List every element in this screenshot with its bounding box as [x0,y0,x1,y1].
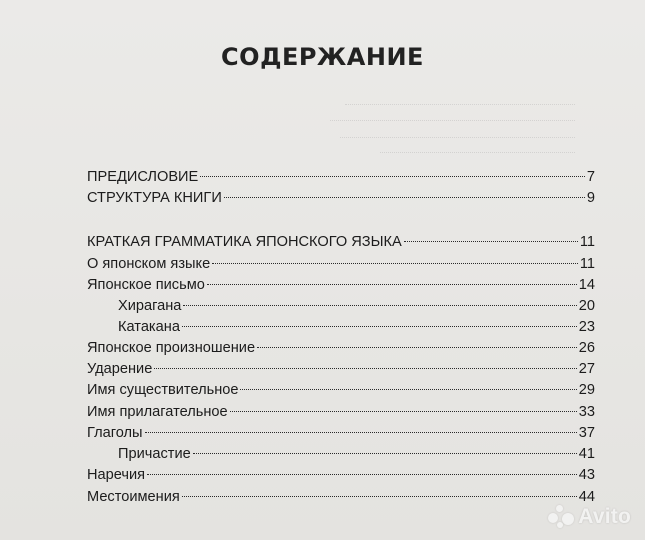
toc-entry[interactable] [87,403,595,421]
toc-entry[interactable] [87,168,595,186]
toc-entry-page: 43 [578,467,595,483]
toc-entry[interactable] [87,233,595,251]
toc-entry-page: 44 [578,489,595,505]
toc-entry-page: 11 [579,256,595,272]
toc-entry-label: Имя прилагательное [87,404,228,420]
toc-entry-label: Японское письмо [87,277,205,293]
toc-entry-page: 23 [578,319,595,335]
toc-entry-label: ПРЕДИСЛОВИЕ [87,169,199,185]
toc-entry-label: О японском языке [87,256,211,272]
toc-entry-page: 37 [578,425,595,441]
dot-leader [145,432,577,433]
dot-leader [207,284,577,285]
avito-logo-icon [548,504,574,530]
toc-entry[interactable] [118,445,595,463]
toc-entry-page: 14 [578,277,595,293]
toc-entry-page: 26 [578,340,595,356]
toc-entry[interactable] [87,360,595,378]
toc-entry[interactable] [87,466,595,484]
toc-entry-label: Ударение [87,361,153,377]
toc-entry[interactable] [87,424,595,442]
dot-leader [183,305,576,306]
dot-leader [257,347,577,348]
toc-entry[interactable] [87,189,595,207]
toc-entry[interactable] [87,381,595,399]
toc-entry[interactable] [87,339,595,357]
dot-leader [147,474,577,475]
toc-entry-label: СТРУКТУРА КНИГИ [87,190,222,206]
dot-leader [200,176,585,177]
toc-entry-label: Катакана [118,319,180,335]
avito-watermark [548,504,631,530]
dot-leader [182,326,577,327]
page-title: СОДЕРЖАНИЕ [221,43,424,71]
toc-entry-page: 20 [578,298,595,314]
toc-entry-page: 11 [579,234,595,250]
dot-leader [182,496,577,497]
toc-entry[interactable] [118,297,595,315]
toc-entry-label: Хирагана [118,298,182,314]
toc-entry-page: 27 [578,361,595,377]
dot-leader [224,197,585,198]
toc-entry-page: 29 [578,382,595,398]
toc-entry[interactable] [118,318,595,336]
toc-entry-label: КРАТКАЯ ГРАММАТИКА ЯПОНСКОГО ЯЗЫКА [87,234,402,250]
dot-leader [154,368,576,369]
toc-entry-label: Глаголы [87,425,143,441]
dot-leader [193,453,577,454]
toc-entry[interactable] [87,276,595,294]
toc-entry-label: Причастие [118,446,191,462]
toc-entry-page: 41 [578,446,595,462]
dot-leader [404,241,578,242]
toc-entry-label: Имя существительное [87,382,239,398]
dot-leader [230,411,577,412]
toc-entry[interactable] [87,255,595,273]
toc-entry-label: Наречия [87,467,146,483]
toc-entry[interactable] [87,488,595,506]
toc-entry-page: 9 [586,190,595,206]
toc-entry-label: Местоимения [87,489,180,505]
toc-entry-page: 7 [586,169,595,185]
dot-leader [240,389,576,390]
watermark-text: Avito [578,505,631,528]
toc-entry-label: Японское произношение [87,340,256,356]
dot-leader [212,263,578,264]
toc-entry-page: 33 [578,404,595,420]
